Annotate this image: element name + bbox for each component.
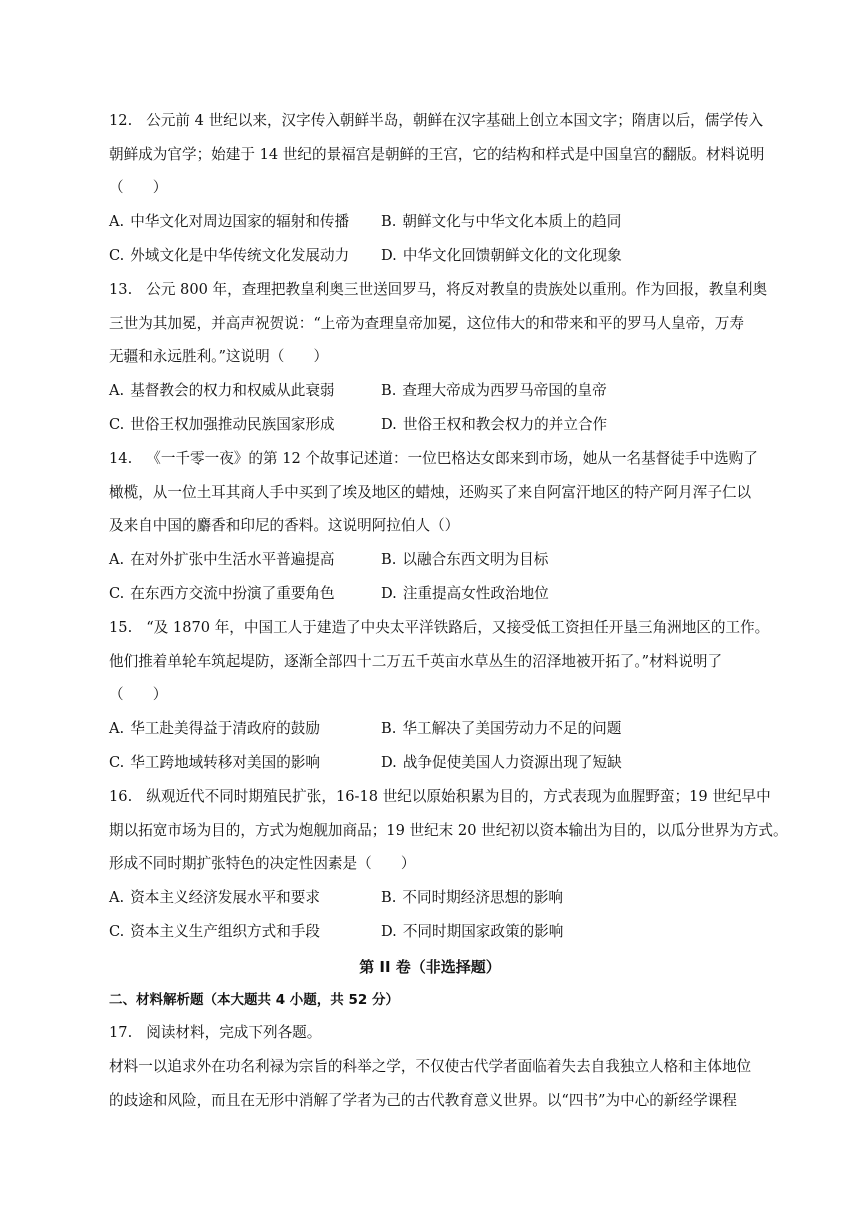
question-15-option-d[interactable]: D. 战争促使美国人力资源出现了短缺 [381,754,622,771]
question-number: 14. [109,450,133,467]
question-17-material-line-2: 的歧途和风险，而且在无形中消解了学者为己的古代教育意义世界。以“四书”为中心的新经学课程 [109,1092,737,1109]
question-number: 13. [109,281,133,298]
question-number: 12. [109,112,133,129]
question-12-option-d[interactable]: D. 中华文化回馈朝鲜文化的文化现象 [381,247,622,264]
question-12-line-3: （ ） [109,179,168,196]
question-number: 15. [109,619,133,636]
question-15-line-3: （ ） [109,686,168,703]
question-14-option-d[interactable]: D. 注重提高女性政治地位 [381,585,549,602]
question-16-option-c[interactable]: C. 资本主义生产组织方式和手段 [109,923,321,940]
part-title: 二、材料解析题（本大题共 4 小题，共 52 分） [109,992,399,1008]
question-15-option-a[interactable]: A. 华工赴美得益于清政府的鼓励 [109,720,320,737]
question-16-option-d[interactable]: D. 不同时期国家政策的影响 [381,923,564,940]
question-13-option-a[interactable]: A. 基督教会的权力和权威从此衰弱 [109,382,335,399]
question-number: 17. [109,1024,133,1041]
question-12-line-1: 12. 公元前 4 世纪以来，汉字传入朝鲜半岛，朝鲜在汉字基础上创立本国文字；隋唐以后，儒学传入 [109,112,764,129]
question-13-option-c[interactable]: C. 世俗王权加强推动民族国家形成 [109,416,335,433]
question-number: 16. [109,788,133,805]
question-17-material-line-1: 材料一以追求外在功名利禄为宗旨的科举之学，不仅使古代学者面临着失去自我独立人格和主体地位 [109,1058,752,1075]
question-12-option-c[interactable]: C. 外域文化是中华传统文化发展动力 [109,247,350,264]
question-14-line-2: 橄榄，从一位土耳其商人手中买到了埃及地区的蜡烛，还购买了来自阿富汗地区的特产阿月浑子仁以 [109,484,752,501]
question-13-line-1: 13. 公元 800 年，查理把教皇利奥三世送回罗马，将反对教皇的贵族处以重刑。作为回报，教皇利奥 [109,281,768,298]
question-14-option-b[interactable]: B. 以融合东西文明为目标 [381,551,549,568]
question-16-option-a[interactable]: A. 资本主义经济发展水平和要求 [109,889,320,906]
question-15-option-b[interactable]: B. 华工解决了美国劳动力不足的问题 [381,720,622,737]
question-12-option-a[interactable]: A. 中华文化对周边国家的辐射和传播 [109,213,350,230]
question-15-line-2: 他们推着单轮车筑起堤防，逐渐全部四十二万五千英亩水草丛生的沼泽地被开拓了。”材料说明了 [109,653,723,670]
question-16-line-1: 16. 纵观近代不同时期殖民扩张，16-18 世纪以原始积累为目的，方式表现为血腥野蛮；19 世纪早中 [109,788,771,805]
question-16-line-2: 期以拓宽市场为目的，方式为炮舰加商品；19 世纪末 20 世纪初以资本输出为目的，以瓜分世界为方式。 [109,822,788,839]
question-13-option-b[interactable]: B. 查理大帝成为西罗马帝国的皇帝 [381,382,607,399]
question-12-line-2: 朝鲜成为官学；始建于 14 世纪的景福宫是朝鲜的王宫，它的结构和样式是中国皇宫的翻版。材料说明 [109,146,765,163]
question-13-line-2: 三世为其加冕，并高声祝贺说：“上帝为查理皇帝加冕，这位伟大的和带来和平的罗马人皇帝，万寿 [109,315,744,332]
question-14-line-1: 14. 《一千零一夜》的第 12 个故事记述道：一位巴格达女郎来到市场，她从一名基督徒手中选购了 [109,450,758,467]
question-14-option-a[interactable]: A. 在对外扩张中生活水平普遍提高 [109,551,335,568]
question-16-line-3: 形成不同时期扩张特色的决定性因素是（ ） [109,855,416,872]
question-14-option-c[interactable]: C. 在东西方交流中扮演了重要角色 [109,585,335,602]
question-17-prompt: 17. 阅读材料，完成下列各题。 [109,1024,322,1041]
section-title: 第 II 卷（非选择题） [359,958,501,976]
question-12-option-b[interactable]: B. 朝鲜文化与中华文化本质上的趋同 [381,213,622,230]
question-16-option-b[interactable]: B. 不同时期经济思想的影响 [381,889,563,906]
question-14-line-3: 及来自中国的麝香和印尼的香料。这说明阿拉伯人（） [109,517,460,534]
question-15-line-1: 15. “及 1870 年，中国工人于建造了中央太平洋铁路后，又接受低工资担任开垦三角洲地区的工作。 [109,619,770,636]
question-15-option-c[interactable]: C. 华工跨地域转移对美国的影响 [109,754,321,771]
question-13-line-3: 无疆和永远胜利。”这说明（ ） [109,348,329,365]
question-13-option-d[interactable]: D. 世俗王权和教会权力的并立合作 [381,416,608,433]
